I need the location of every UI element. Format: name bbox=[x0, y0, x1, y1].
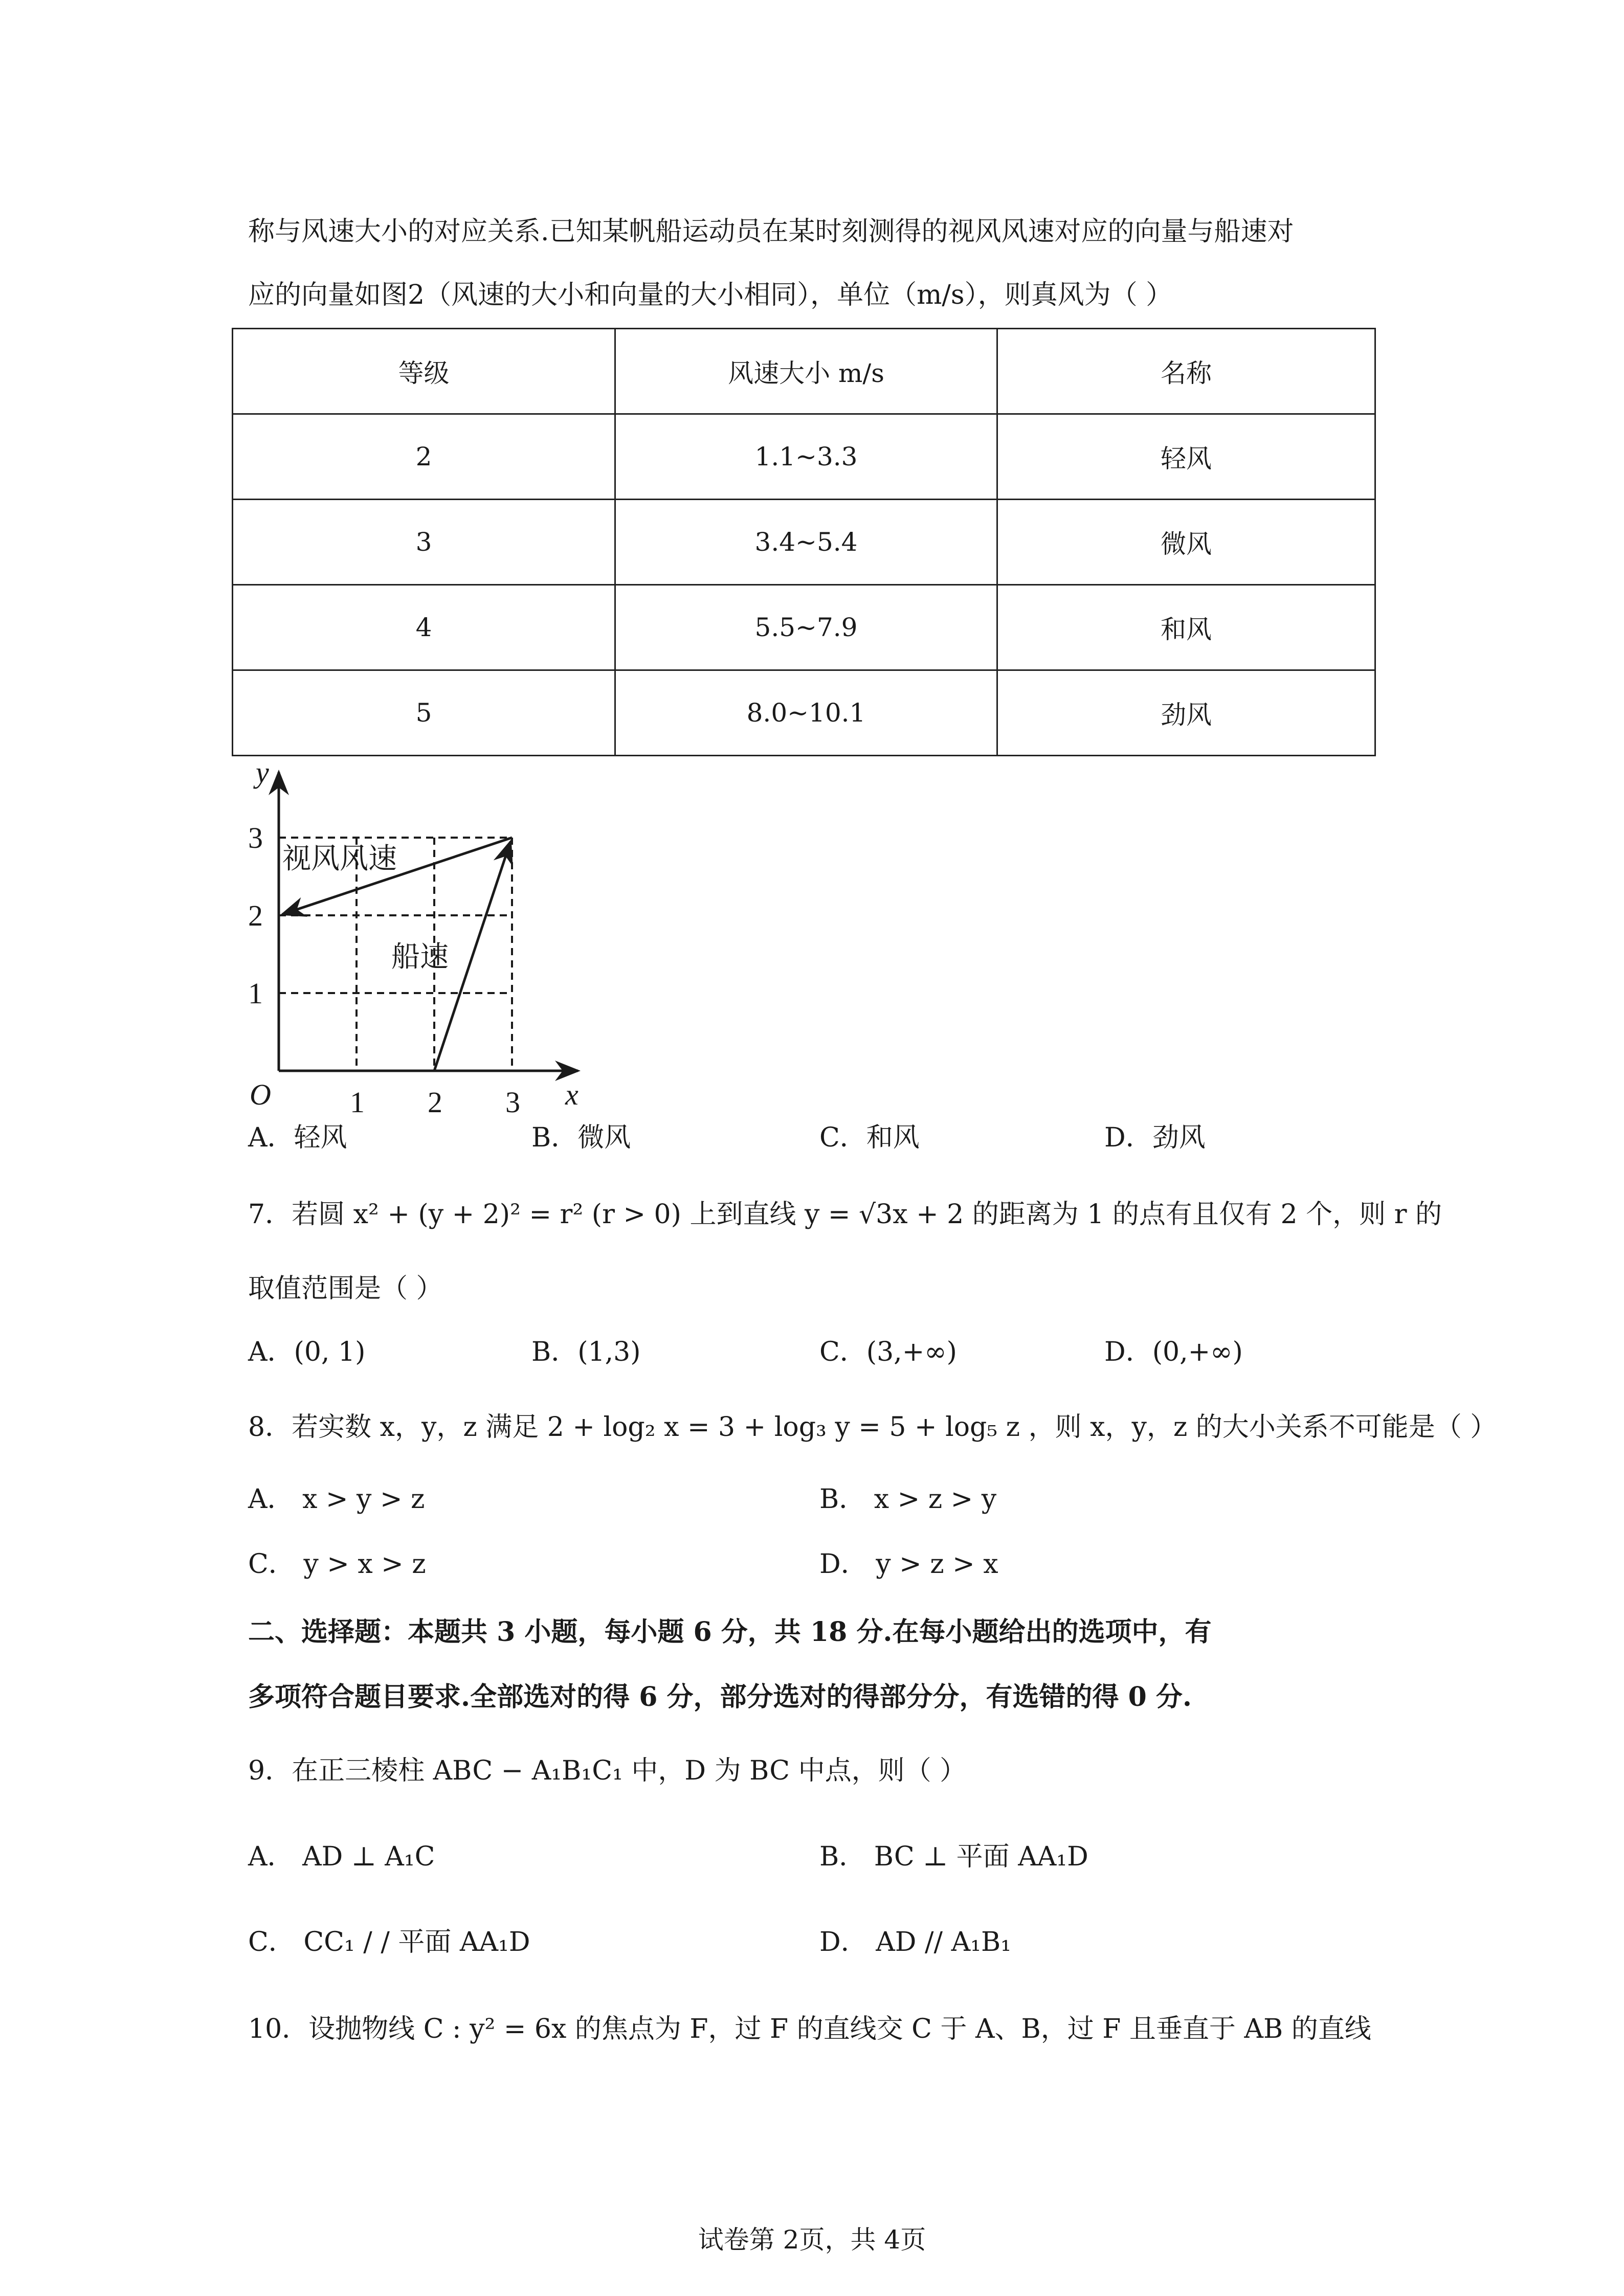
q9-option-d: D． AD // A₁B₁ bbox=[819, 1927, 1012, 1957]
q10-line1: 10．设抛物线 C : y² = 6x 的焦点为 F，过 F 的直线交 C 于 A、B，过 F 且垂直于 AB 的直线 bbox=[248, 2014, 1371, 2044]
table-header: 等级 bbox=[233, 329, 615, 414]
table-header: 风速大小 m/s bbox=[615, 329, 997, 414]
table-cell: 轻风 bbox=[997, 414, 1375, 500]
origin-label: O bbox=[250, 1078, 271, 1111]
table-cell: 8.0~10.1 bbox=[615, 670, 997, 756]
table-cell: 1.1~3.3 bbox=[615, 414, 997, 500]
q7-line2: 取值范围是（ ） bbox=[248, 1273, 443, 1304]
q8-option-c: C． y > x > z bbox=[248, 1549, 426, 1580]
table-cell: 劲风 bbox=[997, 670, 1375, 756]
vector-figure bbox=[225, 762, 593, 1120]
q9-option-c: C． CC₁ / / 平面 AA₁D bbox=[248, 1927, 530, 1957]
table-row bbox=[233, 585, 1375, 670]
table-cell: 2 bbox=[233, 414, 615, 500]
q6-option-a: A．轻风 bbox=[248, 1122, 347, 1153]
section2-heading-line2: 多项符合题目要求.全部选对的得 6 分，部分选对的得部分分，有选错的得 0 分. bbox=[248, 1681, 1192, 1713]
y-tick-label: 2 bbox=[248, 899, 263, 932]
y-tick-label: 3 bbox=[248, 821, 263, 854]
q6-option-b: B．微风 bbox=[531, 1122, 631, 1153]
wind-scale-table bbox=[232, 328, 1376, 756]
q6-option-d: D．劲风 bbox=[1104, 1122, 1206, 1153]
q7-option-a: A．(0, 1) bbox=[248, 1337, 366, 1367]
table-cell: 和风 bbox=[997, 585, 1375, 670]
y-axis-label: y bbox=[256, 762, 269, 789]
q8-option-a: A． x > y > z bbox=[248, 1484, 425, 1515]
x-tick-label: 1 bbox=[350, 1086, 365, 1119]
x-axis-label: x bbox=[565, 1078, 579, 1111]
table-cell: 微风 bbox=[997, 500, 1375, 585]
q7-option-c: C．(3,+∞) bbox=[819, 1337, 957, 1367]
q8-option-b: B． x > z > y bbox=[819, 1484, 997, 1515]
x-tick-label: 3 bbox=[505, 1086, 520, 1119]
q9-option-b: B． BC ⊥ 平面 AA₁D bbox=[819, 1841, 1088, 1872]
q7-line1: 7．若圆 x² + (y + 2)² = r² (r > 0) 上到直线 y = √3x + 2 的距离为 1 的点有且仅有 2 个，则 r 的 bbox=[248, 1199, 1442, 1230]
q8-line1: 8．若实数 x，y，z 满足 2 + log₂ x = 3 + log₃ y = 5 + log₅ z ，则 x，y，z 的大小关系不可能是（ ） bbox=[248, 1412, 1497, 1443]
boat-speed-label: 船速 bbox=[391, 940, 449, 974]
q9-line1: 9．在正三棱柱 ABC − A₁B₁C₁ 中，D 为 BC 中点，则（ ） bbox=[248, 1755, 967, 1786]
table-cell: 4 bbox=[233, 585, 615, 670]
table-cell: 5 bbox=[233, 670, 615, 756]
table-row bbox=[233, 414, 1375, 500]
q7-option-b: B．(1,3) bbox=[531, 1337, 641, 1367]
q6-text-line1: 称与风速大小的对应关系.已知某帆船运动员在某时刻测得的视风风速对应的向量与船速对 bbox=[248, 216, 1294, 247]
page-footer: 试卷第 2页，共 4页 bbox=[698, 2225, 926, 2255]
table-row bbox=[233, 670, 1375, 756]
q7-option-d: D．(0,+∞) bbox=[1104, 1337, 1243, 1367]
table-cell: 3.4~5.4 bbox=[615, 500, 997, 585]
section2-heading-line1: 二、选择题：本题共 3 小题，每小题 6 分，共 18 分.在每小题给出的选项中，有 bbox=[248, 1616, 1212, 1648]
table-row bbox=[233, 500, 1375, 585]
q6-option-c: C．和风 bbox=[819, 1122, 920, 1153]
y-tick-label: 1 bbox=[248, 977, 263, 1010]
q8-option-d: D． y > z > x bbox=[819, 1549, 998, 1580]
x-tick-label: 2 bbox=[428, 1086, 442, 1119]
table-header-row bbox=[233, 329, 1375, 414]
table-cell: 5.5~7.9 bbox=[615, 585, 997, 670]
q9-option-a: A． AD ⊥ A₁C bbox=[248, 1841, 435, 1872]
table-cell: 3 bbox=[233, 500, 615, 585]
table-header: 名称 bbox=[997, 329, 1375, 414]
apparent-wind-label: 视风风速 bbox=[282, 842, 397, 875]
q6-text-line2: 应的向量如图2（风速的大小和向量的大小相同），单位（m/s），则真风为（ ） bbox=[248, 280, 1173, 310]
